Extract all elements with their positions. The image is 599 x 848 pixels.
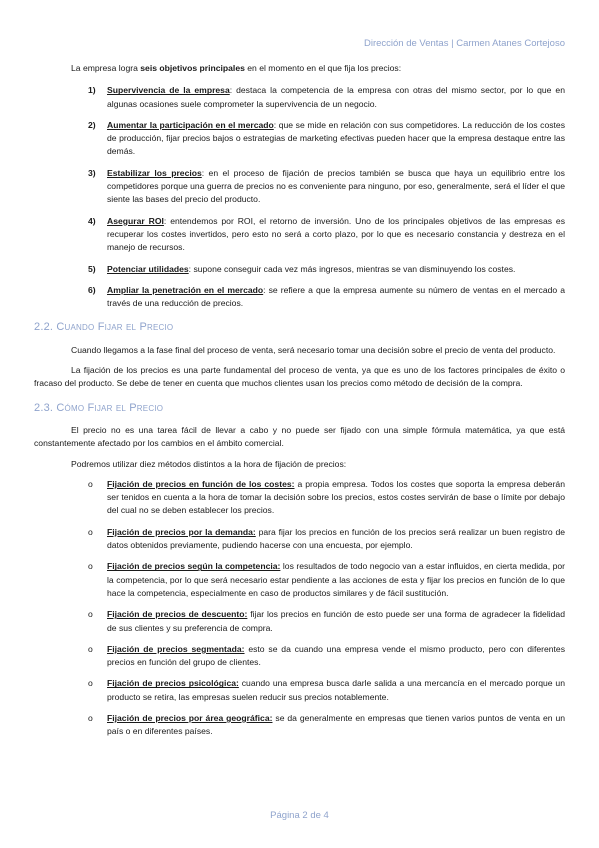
bullet-icon: o <box>88 526 93 537</box>
method-text: cuando una empresa busca darle salida a una mercancía en el mercado porque un producto se retira, las empresas suelen reducir sus precios notablemente. <box>107 678 565 702</box>
method-title: Fijación de precios por la demanda: <box>107 526 256 537</box>
bullet-icon: o <box>88 643 93 654</box>
objective-item <box>34 215 565 255</box>
page-header: Dirección de Ventas | Carmen Atanes Cortejoso <box>363 38 565 49</box>
method-text: se da generalmente en empresas que tienen varios puntos de venta en un país o en diferentes países. <box>107 712 565 737</box>
section-2-3-paragraph-1: El precio no es una tarea fácil de llevar a cabo y no puede ser fijado con una simple fórmula matemática, ya que está constantemente afectado por los cambios en el ámbito comercial. <box>34 424 565 449</box>
objective-text: : en el proceso de fijación de precios también se busca que haya un equilibrio entre los competidores porque una guerra de precios no es conveniente para ninguno, por eso, generalmente, será el líder el que siente las bases del precio del producto. <box>107 167 565 205</box>
method-title: Fijación de precios segmentada: <box>107 643 245 654</box>
objective-title: Potenciar utilidades <box>107 263 189 274</box>
objective-number: 6) <box>88 284 96 295</box>
objective-text: : entendemos por ROI, el retorno de inversión. Uno de los principales objetivos de las empresas es recuperar los costes invertidos, pero esto no será a corto plazo, por lo que es necesario constancia y destreza en el manejo de recursos. <box>107 215 565 253</box>
method-item <box>34 643 565 670</box>
objective-title: Ampliar la penetración en el mercado <box>107 284 264 295</box>
method-item <box>34 560 565 600</box>
section-2-2-paragraph-2: La fijación de los precios es una parte fundamental del proceso de venta, ya que es uno de los factores principales de éxito o fracaso del producto. Se debe de tener en cuenta que muchos clientes usan los precios como método de decisión de la compra. <box>34 365 565 389</box>
objective-item <box>34 284 565 311</box>
objective-title: Asegurar ROI <box>107 215 164 226</box>
section-heading-2-2: 2.2. Cuando Fijar el Precio <box>34 321 174 334</box>
method-item <box>34 608 565 635</box>
bullet-icon: o <box>88 712 93 723</box>
method-text: a propia empresa. Todos los costes que soporta la empresa deberán ser tenidos en cuenta a la hora de tomar la decisión sobre los precios, estos costes servirán de base o límite por debajo del cual no se deben establecer los precios. <box>107 478 565 516</box>
intro-paragraph <box>71 62 565 75</box>
objective-text: : supone conseguir cada vez más ingresos, mientras se van disminuyendo los costes. <box>188 263 516 274</box>
method-item <box>34 526 565 553</box>
method-title: Fijación de precios psicológica: <box>107 678 239 689</box>
bullet-icon: o <box>88 478 93 489</box>
objective-title: Aumentar la participación en el mercado <box>107 119 274 130</box>
objective-number: 4) <box>88 215 96 226</box>
objective-number: 3) <box>88 167 96 178</box>
objective-number: 2) <box>88 119 96 130</box>
section-2-2-paragraph-1: Cuando llegamos a la fase final del proceso de venta, será necesario tomar una decisión sobre el precio de venta del producto. <box>71 344 556 355</box>
methods-list <box>34 478 565 739</box>
method-title: Fijación de precios de descuento: <box>107 609 248 620</box>
section-heading-2-3: 2.3. Cómo Fijar el Precio <box>34 401 164 414</box>
objectives-list <box>34 84 565 310</box>
objective-number: 5) <box>88 263 96 274</box>
method-text: fijar los precios en función de esto puede ser una forma de agradecer la fidelidad de sus clientes y su preferencia de compra. <box>107 609 565 633</box>
section-2-3-paragraph-2: Podremos utilizar diez métodos distintos a la hora de fijación de precios: <box>71 458 347 469</box>
intro-before: La empresa logra <box>71 63 141 73</box>
method-item <box>34 712 565 739</box>
bullet-icon: o <box>88 561 93 572</box>
objective-text: : que se mide en relación con sus competidores. La reducción de los costes de producción, fijar precios bajos o estrategias de marketing efectivas pueden hacer que la empresa destaque entre las demás. <box>107 119 565 157</box>
method-title: Fijación de precios en función de los costes: <box>107 478 295 489</box>
method-title: Fijación de precios según la competencia: <box>107 561 281 572</box>
intro-bold: seis objetivos principales <box>140 63 245 73</box>
objective-title: Estabilizar los precios <box>107 167 202 178</box>
objective-item <box>34 263 565 276</box>
method-text: para fijar los precios en función de los precios será realizar un buen registro de datos obtenidos previamente, pudiendo hacerse con una encuesta, por ejemplo. <box>107 526 566 551</box>
method-text: esto se da cuando una empresa vende el mismo producto, pero con diferentes precios en función del grupo de clientes. <box>107 643 565 668</box>
bullet-icon: o <box>88 678 93 689</box>
objective-item <box>34 167 565 207</box>
page-footer: Página 2 de 4 <box>270 810 329 821</box>
page-body <box>34 62 565 747</box>
objective-item <box>34 84 565 111</box>
method-title: Fijación de precios por área geográfica: <box>107 712 273 723</box>
objective-number: 1) <box>88 85 96 96</box>
objective-item <box>34 119 565 159</box>
method-item <box>34 677 565 704</box>
method-text: los resultados de todo negocio van a estar influidos, en cierta medida, por la competencia, por lo que será necesario estar pendiente a las acciones de esta y fijar los precios en función de lo que hace la competencia, especialmente en caso de productos similares y de fácil sustitución. <box>107 561 565 598</box>
objective-title: Supervivencia de la empresa <box>107 85 230 96</box>
intro-after: en el momento en el que fija los precios: <box>244 63 402 73</box>
objective-text: : destaca la competencia de la empresa con otras del mismo sector, por lo que en algunas ocasiones suele comprometer la supervivencia de un negocio. <box>107 85 565 109</box>
bullet-icon: o <box>88 609 93 620</box>
objective-text: : se refiere a que la empresa aumente su número de ventas en el mercado a través de una reducción de precios. <box>107 284 565 309</box>
method-item <box>34 478 565 518</box>
